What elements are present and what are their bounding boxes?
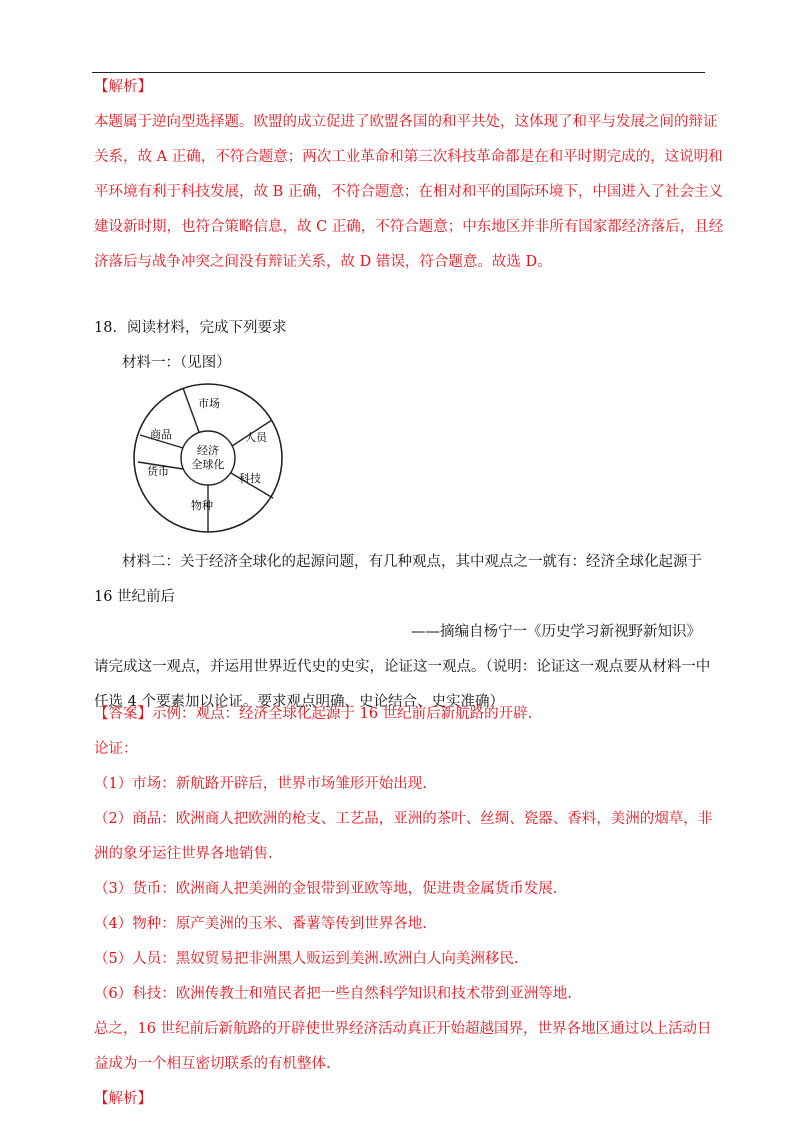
analysis-line: 本题属于逆向型选择题。欧盟的成立促进了欧盟各国的和平共处，这体现了和平与发展之间的辩证 [94, 114, 718, 130]
proof-item: （4）物种：原产美洲的玉米、番薯等传到世界各地. [94, 916, 427, 932]
analysis-line: 关系，故 A 正确，不符合题意；两次工业革命和第三次科技革命都是在和平时期完成的，这说明和 [94, 149, 723, 165]
proof-item: （3）货币：欧洲商人把美洲的金银带到亚欧等地，促进贵金属货币发展. [94, 881, 558, 897]
segment-market: 市场 [198, 397, 220, 410]
question-18 [94, 311, 709, 381]
answer-line: 【答案】示例：观点：经济全球化起源于 16 世纪前后新航路的开辟. [94, 706, 533, 722]
globalization-diagram [128, 380, 288, 535]
center-label-line2: 全球化 [191, 458, 225, 471]
segment-goods: 商品 [150, 428, 172, 441]
proof-item: （6）科技：欧洲传教士和殖民者把一些自然科学知识和技术带到亚洲等地. [94, 986, 572, 1002]
material2-section [94, 545, 709, 720]
proof-label: 论证： [94, 741, 138, 757]
task-line: 请完成这一观点，并运用世界近代史的史实，论证这一观点。（说明：论证这一观点要从材料一中 [94, 659, 711, 675]
task-line: 任选 4 个要素加以论证。要求观点明确、史论结合、史实准确） [94, 694, 504, 710]
summary-line: 益成为一个相互密切联系的有机整体. [94, 1056, 331, 1072]
segment-technology: 科技 [239, 472, 261, 485]
analysis-line: 济落后与战争冲突之间没有辩证关系，故 D 错误，符合题意。故选 D。 [94, 254, 552, 270]
answer-section [94, 697, 713, 1117]
proof-item: （5）人员：黑奴贸易把非洲黑人贩运到美洲.欧洲白人向美洲移民. [94, 951, 519, 967]
proof-item: （2）商品：欧洲商人把欧洲的枪支、工艺品，亚洲的茶叶、丝绸、瓷器、香料，美洲的烟草，非 [94, 811, 713, 827]
question-stem: 18．阅读材料，完成下列要求 [94, 320, 287, 336]
proof-item: 洲的象牙运往世界各地销售. [94, 846, 273, 862]
analysis-tag: 【解析】 [94, 1091, 152, 1107]
material2-line: 材料二：关于经济全球化的起源问题，有几种观点，其中观点之一就有：经济全球化起源于 [122, 554, 702, 570]
segment-species: 物种 [191, 499, 213, 512]
summary-line: 总之，16 世纪前后新航路的开辟使世界经济活动真正开始超越国界，世界各地区通过以上活动日 [94, 1021, 712, 1037]
segment-people: 人员 [245, 431, 267, 444]
material2-line: 16 世纪前后 [94, 589, 176, 605]
analysis-line: 平环境有利于科技发展，故 B 正确，不符合题意；在相对和平的国际环境下，中国进入了社会主义 [94, 184, 723, 200]
material2-source: ——摘编自杨宁一《历史学习新视野新知识》 [411, 624, 701, 640]
analysis-section [94, 70, 724, 280]
proof-item: （1）市场：新航路开辟后，世界市场雏形开始出现. [94, 776, 427, 792]
segment-currency: 货币 [147, 465, 169, 478]
analysis-tag: 【解析】 [94, 79, 152, 95]
material1-label: 材料一：（见图） [122, 355, 231, 371]
center-label-line1: 经济 [197, 444, 219, 457]
analysis-line: 建设新时期，也符合策略信息，故 C 正确，不符合题意；中东地区并非所有国家都经济落后，且经 [94, 219, 724, 235]
